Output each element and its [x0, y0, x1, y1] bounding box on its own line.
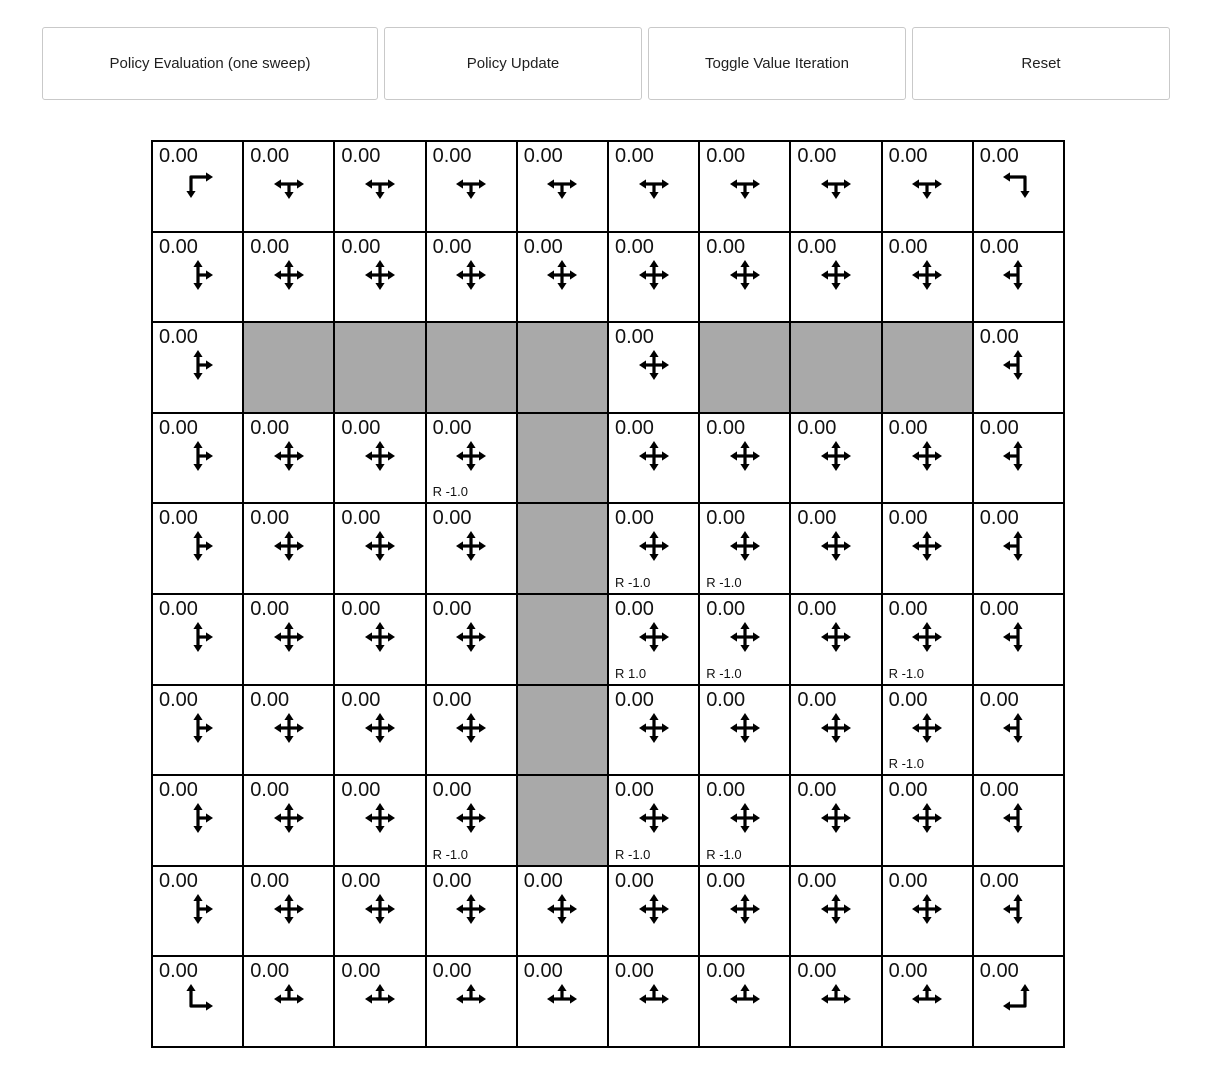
cell-value: 0.00	[797, 145, 837, 167]
policy-arrow-icon	[700, 708, 789, 748]
cell-value: 0.00	[614, 507, 654, 530]
cell-reward: R 1.0	[614, 665, 647, 681]
grid-cell[interactable]	[518, 233, 607, 322]
grid-cell[interactable]	[791, 142, 880, 231]
policy-arrow-icon	[700, 526, 789, 566]
grid-cell-wall	[518, 414, 607, 503]
policy-arrow-icon	[427, 708, 516, 748]
cell-value: 0.00	[797, 960, 837, 983]
policy-arrow-icon	[883, 708, 972, 748]
cell-value: 0.00	[250, 145, 290, 167]
grid-cell[interactable]	[153, 142, 242, 231]
policy-arrow-icon	[700, 617, 789, 657]
grid-cell[interactable]	[883, 776, 972, 865]
policy-arrow-icon	[883, 617, 972, 657]
grid-cell[interactable]	[244, 867, 333, 956]
cell-value: 0.00	[159, 326, 198, 349]
policy-arrow-icon	[974, 255, 1063, 295]
policy-arrow-icon	[700, 436, 789, 476]
policy-arrow-icon	[335, 255, 424, 295]
cell-value: 0.00	[250, 507, 290, 530]
grid-cell[interactable]	[153, 867, 242, 956]
cell-value: 0.00	[341, 960, 381, 983]
cell-value: 0.00	[432, 235, 472, 258]
grid-cell[interactable]	[244, 414, 333, 503]
cell-value: 0.00	[159, 597, 198, 620]
grid-cell[interactable]	[974, 323, 1063, 412]
cell-value: 0.00	[341, 688, 381, 711]
cell-value: 0.00	[250, 597, 290, 620]
policy-arrow-icon	[335, 889, 424, 929]
grid-cell[interactable]	[791, 867, 880, 956]
grid-cell[interactable]	[244, 504, 333, 593]
cell-value: 0.00	[159, 416, 198, 439]
cell-value: 0.00	[159, 688, 198, 711]
policy-arrow-icon	[427, 526, 516, 566]
policy-arrow-icon	[609, 436, 698, 476]
reset-button[interactable]: Reset	[912, 27, 1170, 100]
grid-cell[interactable]	[335, 142, 424, 231]
grid-cell[interactable]	[244, 957, 333, 1046]
policy-arrow-icon	[700, 164, 789, 204]
cell-value: 0.00	[250, 688, 290, 711]
cell-value: 0.00	[979, 145, 1019, 167]
cell-value: 0.00	[432, 507, 472, 530]
policy-arrow-icon	[609, 345, 698, 385]
cell-value: 0.00	[341, 235, 381, 258]
grid-cell-wall	[244, 323, 333, 412]
policy-arrow-icon	[791, 979, 880, 1019]
cell-reward: R -1.0	[706, 846, 742, 862]
toggle-value-iteration-button[interactable]: Toggle Value Iteration	[648, 27, 906, 100]
policy-arrow-icon	[153, 798, 242, 838]
policy-arrow-icon	[609, 798, 698, 838]
cell-value: 0.00	[979, 507, 1019, 530]
policy-arrow-icon	[153, 436, 242, 476]
grid-cell[interactable]	[153, 233, 242, 322]
policy-arrow-icon	[609, 979, 698, 1019]
cell-value: 0.00	[797, 597, 837, 620]
grid-cell[interactable]	[609, 957, 698, 1046]
policy-arrow-icon	[335, 617, 424, 657]
cell-value: 0.00	[432, 688, 472, 711]
grid-cell[interactable]	[427, 867, 516, 956]
grid-cell[interactable]	[791, 776, 880, 865]
cell-value: 0.00	[432, 960, 472, 983]
cell-value: 0.00	[888, 688, 928, 711]
grid-cell[interactable]	[244, 142, 333, 231]
policy-arrow-icon	[335, 526, 424, 566]
grid-cell[interactable]	[335, 595, 424, 684]
policy-arrow-icon	[153, 345, 242, 385]
cell-reward: R -1.0	[432, 484, 468, 500]
policy-arrow-icon	[335, 798, 424, 838]
cell-value: 0.00	[341, 869, 381, 892]
policy-arrow-icon	[153, 708, 242, 748]
cell-value: 0.00	[888, 416, 928, 439]
policy-arrow-icon	[700, 979, 789, 1019]
grid-cell[interactable]	[791, 414, 880, 503]
cell-value: 0.00	[979, 688, 1019, 711]
grid-cell-wall	[518, 595, 607, 684]
cell-value: 0.00	[159, 507, 198, 530]
cell-value: 0.00	[250, 869, 290, 892]
policy-arrow-icon	[791, 889, 880, 929]
policy-arrow-icon	[883, 255, 972, 295]
grid-cell[interactable]	[883, 504, 972, 593]
grid-cell[interactable]	[609, 686, 698, 775]
grid-cell[interactable]	[974, 233, 1063, 322]
policy-arrow-icon	[427, 889, 516, 929]
grid-cell[interactable]	[609, 595, 698, 684]
grid-cell-wall	[518, 686, 607, 775]
policy-arrow-icon	[883, 798, 972, 838]
policy-arrow-icon	[427, 436, 516, 476]
grid-cell[interactable]	[427, 957, 516, 1046]
grid-cell[interactable]	[335, 776, 424, 865]
cell-value: 0.00	[797, 688, 837, 711]
policy-arrow-icon	[974, 345, 1063, 385]
policy-arrow-icon	[244, 255, 333, 295]
grid-cell[interactable]	[518, 867, 607, 956]
policy-arrow-icon	[153, 979, 242, 1019]
policy-arrow-icon	[153, 889, 242, 929]
policy-arrow-icon	[791, 255, 880, 295]
grid-cell[interactable]	[609, 323, 698, 412]
cell-value: 0.00	[432, 597, 472, 620]
cell-value: 0.00	[159, 960, 198, 983]
cell-value: 0.00	[341, 597, 381, 620]
grid-cell[interactable]	[700, 414, 789, 503]
grid-cell[interactable]	[974, 595, 1063, 684]
cell-value: 0.00	[888, 869, 928, 892]
policy-arrow-icon	[609, 255, 698, 295]
grid-cell[interactable]	[244, 776, 333, 865]
policy-arrow-icon	[700, 889, 789, 929]
grid-cell[interactable]	[427, 595, 516, 684]
policy-arrow-icon	[700, 255, 789, 295]
policy-arrow-icon	[518, 889, 607, 929]
policy-update-button[interactable]: Policy Update	[384, 27, 642, 100]
policy-arrow-icon	[883, 526, 972, 566]
grid-cell[interactable]	[974, 504, 1063, 593]
policy-arrow-icon	[791, 798, 880, 838]
policy-arrow-icon	[974, 526, 1063, 566]
grid-cell-wall	[518, 776, 607, 865]
grid-cell[interactable]	[700, 595, 789, 684]
grid-cell[interactable]	[427, 233, 516, 322]
cell-reward: R -1.0	[432, 846, 468, 862]
grid-cell[interactable]	[700, 867, 789, 956]
grid-cell[interactable]	[700, 504, 789, 593]
policy-arrow-icon	[153, 526, 242, 566]
grid-cell-wall	[518, 323, 607, 412]
policy-arrow-icon	[335, 708, 424, 748]
grid-cell[interactable]	[153, 323, 242, 412]
cell-value: 0.00	[614, 688, 654, 711]
cell-value: 0.00	[614, 145, 654, 167]
cell-reward: R -1.0	[706, 574, 742, 590]
policy-arrow-icon	[427, 617, 516, 657]
cell-value: 0.00	[432, 779, 472, 802]
cell-value: 0.00	[888, 507, 928, 530]
cell-value: 0.00	[706, 779, 746, 802]
policy-arrow-icon	[335, 436, 424, 476]
grid-cell[interactable]	[700, 776, 789, 865]
policy-arrow-icon	[518, 164, 607, 204]
grid-cell[interactable]	[427, 686, 516, 775]
grid-cell[interactable]	[974, 414, 1063, 503]
cell-value: 0.00	[888, 779, 928, 802]
grid-cell[interactable]	[700, 686, 789, 775]
cell-value: 0.00	[614, 869, 654, 892]
grid-cell[interactable]	[974, 142, 1063, 231]
policy-arrow-icon	[153, 617, 242, 657]
cell-value: 0.00	[797, 235, 837, 258]
cell-value: 0.00	[341, 145, 381, 167]
policy-arrow-icon	[427, 798, 516, 838]
grid-cell[interactable]	[335, 504, 424, 593]
policy-arrow-icon	[609, 708, 698, 748]
policy-arrow-icon	[244, 526, 333, 566]
policy-arrow-icon	[427, 979, 516, 1019]
grid-cell-wall	[791, 323, 880, 412]
cell-value: 0.00	[979, 326, 1019, 349]
grid-cell[interactable]	[609, 142, 698, 231]
policy-arrow-icon	[791, 164, 880, 204]
cell-value: 0.00	[523, 960, 563, 983]
grid-cell[interactable]	[244, 595, 333, 684]
policy-arrow-icon	[244, 164, 333, 204]
grid-cell[interactable]	[700, 957, 789, 1046]
policy-arrow-icon	[427, 164, 516, 204]
grid-cell-wall	[518, 504, 607, 593]
policy-evaluation-button[interactable]: Policy Evaluation (one sweep)	[42, 27, 378, 100]
grid-cell[interactable]	[609, 776, 698, 865]
cell-value: 0.00	[159, 869, 198, 892]
grid-cell[interactable]	[974, 867, 1063, 956]
policy-arrow-icon	[609, 617, 698, 657]
policy-arrow-icon	[335, 979, 424, 1019]
grid-cell[interactable]	[883, 595, 972, 684]
cell-value: 0.00	[797, 779, 837, 802]
grid-cell[interactable]	[609, 504, 698, 593]
cell-value: 0.00	[432, 869, 472, 892]
grid-cell[interactable]	[427, 504, 516, 593]
policy-arrow-icon	[883, 889, 972, 929]
policy-arrow-icon	[974, 889, 1063, 929]
grid-cell[interactable]	[883, 142, 972, 231]
policy-arrow-icon	[244, 436, 333, 476]
policy-arrow-icon	[609, 889, 698, 929]
policy-arrow-icon	[974, 617, 1063, 657]
grid-cell[interactable]	[518, 957, 607, 1046]
policy-arrow-icon	[153, 164, 242, 204]
grid-cell[interactable]	[427, 142, 516, 231]
cell-value: 0.00	[706, 507, 746, 530]
cell-value: 0.00	[979, 235, 1019, 258]
cell-value: 0.00	[614, 416, 654, 439]
policy-arrow-icon	[974, 708, 1063, 748]
grid-cell[interactable]	[609, 414, 698, 503]
cell-reward: R -1.0	[614, 574, 651, 590]
cell-value: 0.00	[614, 779, 654, 802]
grid-cell[interactable]	[791, 233, 880, 322]
cell-value: 0.00	[979, 779, 1019, 802]
cell-value: 0.00	[250, 960, 290, 983]
grid-cell[interactable]	[791, 595, 880, 684]
policy-arrow-icon	[791, 708, 880, 748]
cell-value: 0.00	[341, 416, 381, 439]
toolbar	[42, 27, 1170, 100]
cell-value: 0.00	[432, 416, 472, 439]
policy-arrow-icon	[883, 436, 972, 476]
policy-arrow-icon	[427, 255, 516, 295]
cell-value: 0.00	[706, 688, 746, 711]
cell-value: 0.00	[614, 960, 654, 983]
policy-arrow-icon	[335, 164, 424, 204]
grid-cell[interactable]	[153, 957, 242, 1046]
grid-cell[interactable]	[335, 957, 424, 1046]
cell-value: 0.00	[341, 507, 381, 530]
policy-arrow-icon	[153, 255, 242, 295]
policy-arrow-icon	[791, 526, 880, 566]
grid-cell-wall	[700, 323, 789, 412]
cell-value: 0.00	[979, 869, 1019, 892]
grid-cell[interactable]	[791, 686, 880, 775]
grid-cell[interactable]	[153, 776, 242, 865]
grid-cell[interactable]	[974, 686, 1063, 775]
grid-cell[interactable]	[609, 233, 698, 322]
cell-value: 0.00	[706, 597, 746, 620]
cell-value: 0.00	[979, 597, 1019, 620]
grid-cell[interactable]	[153, 414, 242, 503]
policy-arrow-icon	[244, 889, 333, 929]
grid-cell-wall	[427, 323, 516, 412]
cell-value: 0.00	[523, 235, 563, 258]
cell-value: 0.00	[159, 145, 198, 167]
grid-cell[interactable]	[153, 686, 242, 775]
cell-value: 0.00	[706, 416, 746, 439]
grid-cell[interactable]	[700, 233, 789, 322]
cell-value: 0.00	[250, 416, 290, 439]
cell-value: 0.00	[706, 235, 746, 258]
grid-cell[interactable]	[883, 414, 972, 503]
cell-value: 0.00	[797, 507, 837, 530]
policy-arrow-icon	[974, 798, 1063, 838]
policy-arrow-icon	[791, 436, 880, 476]
grid-cell[interactable]	[244, 686, 333, 775]
grid-cell[interactable]	[244, 233, 333, 322]
cell-value: 0.00	[614, 235, 654, 258]
grid-cell[interactable]	[153, 504, 242, 593]
cell-value: 0.00	[250, 235, 290, 258]
cell-value: 0.00	[341, 779, 381, 802]
policy-arrow-icon	[518, 255, 607, 295]
cell-reward: R -1.0	[706, 665, 742, 681]
policy-arrow-icon	[974, 979, 1063, 1019]
grid-cell[interactable]	[609, 867, 698, 956]
policy-arrow-icon	[244, 708, 333, 748]
policy-arrow-icon	[700, 798, 789, 838]
grid-cell[interactable]	[883, 957, 972, 1046]
policy-arrow-icon	[244, 798, 333, 838]
cell-value: 0.00	[523, 145, 563, 167]
cell-value: 0.00	[159, 235, 198, 258]
cell-value: 0.00	[888, 235, 928, 258]
grid-cell[interactable]	[335, 414, 424, 503]
grid-cell[interactable]	[791, 957, 880, 1046]
grid-cell[interactable]	[883, 867, 972, 956]
policy-arrow-icon	[791, 617, 880, 657]
grid-cell[interactable]	[518, 142, 607, 231]
cell-value: 0.00	[614, 326, 654, 349]
cell-value: 0.00	[250, 779, 290, 802]
cell-reward: R -1.0	[888, 665, 924, 681]
gridworld	[151, 140, 1065, 1048]
cell-value: 0.00	[979, 416, 1019, 439]
grid-cell-wall	[883, 323, 972, 412]
cell-reward: R -1.0	[614, 846, 651, 862]
cell-value: 0.00	[797, 416, 837, 439]
cell-reward: R -1.0	[888, 756, 924, 772]
cell-value: 0.00	[706, 869, 746, 892]
grid-cell[interactable]	[427, 776, 516, 865]
policy-arrow-icon	[883, 164, 972, 204]
policy-arrow-icon	[609, 526, 698, 566]
grid-cell[interactable]	[791, 504, 880, 593]
cell-value: 0.00	[888, 145, 928, 167]
cell-value: 0.00	[614, 597, 654, 620]
policy-arrow-icon	[244, 979, 333, 1019]
cell-value: 0.00	[888, 960, 928, 983]
cell-value: 0.00	[797, 869, 837, 892]
grid-cell[interactable]	[883, 233, 972, 322]
grid-cell[interactable]	[427, 414, 516, 503]
grid-cell[interactable]	[335, 233, 424, 322]
grid-cell[interactable]	[974, 776, 1063, 865]
cell-value: 0.00	[706, 960, 746, 983]
cell-value: 0.00	[159, 779, 198, 802]
policy-arrow-icon	[974, 164, 1063, 204]
cell-value: 0.00	[432, 145, 472, 167]
grid-cell-wall	[335, 323, 424, 412]
policy-arrow-icon	[244, 617, 333, 657]
cell-value: 0.00	[523, 869, 563, 892]
policy-arrow-icon	[609, 164, 698, 204]
grid-cell[interactable]	[883, 686, 972, 775]
cell-value: 0.00	[706, 145, 746, 167]
grid-cell[interactable]	[153, 595, 242, 684]
policy-arrow-icon	[883, 979, 972, 1019]
grid-cell[interactable]	[335, 867, 424, 956]
grid-cell[interactable]	[335, 686, 424, 775]
cell-value: 0.00	[888, 597, 928, 620]
grid-cell[interactable]	[700, 142, 789, 231]
policy-arrow-icon	[974, 436, 1063, 476]
grid-cell[interactable]	[974, 957, 1063, 1046]
policy-arrow-icon	[518, 979, 607, 1019]
cell-value: 0.00	[979, 960, 1019, 983]
